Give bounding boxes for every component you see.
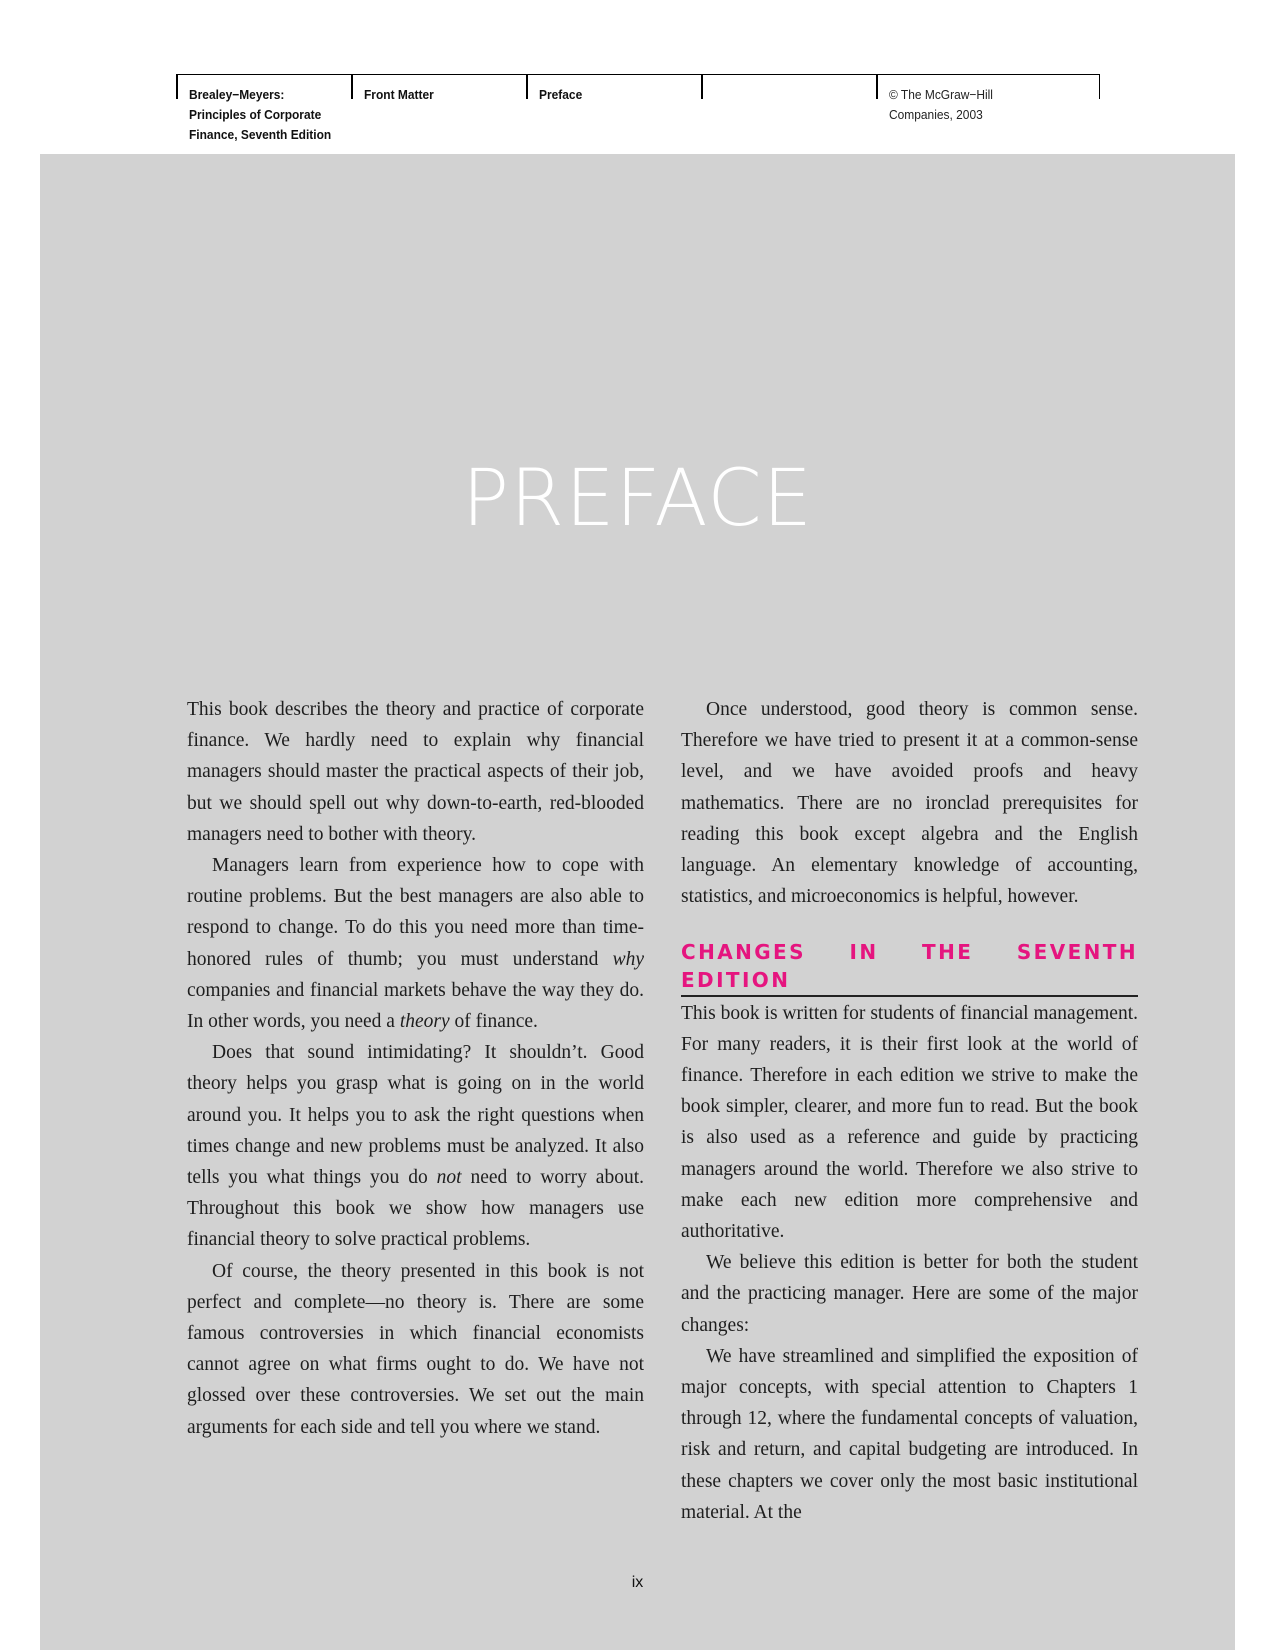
header-blank-cell bbox=[701, 75, 885, 155]
header-part bbox=[351, 75, 535, 155]
text-run: Managers learn from experience how to cope with routine problems. But the best managers are also able to respond to change. To do this you need more than time-honored rules of thumb; you must understand bbox=[187, 855, 644, 970]
text-run: companies and financial markets behave the way they do. In other words, you need a bbox=[187, 979, 644, 1033]
header-copyright bbox=[876, 75, 1060, 155]
header-book-line: Brealey−Meyers: bbox=[189, 87, 285, 102]
paragraph: We believe this edition is better for both the student and the practicing manager. Here are some of the major changes: bbox=[681, 1252, 1138, 1336]
header-end-rule bbox=[1099, 75, 1101, 99]
header-book-title bbox=[176, 75, 360, 155]
left-column bbox=[187, 694, 644, 1443]
header-book-line: Finance, Seventh Edition bbox=[189, 127, 332, 142]
italic-text: theory bbox=[399, 1011, 450, 1033]
paragraph bbox=[187, 850, 644, 1037]
paragraph: Of course, the theory presented in this book is not perfect and complete—no theory is. There are some famous controversies in which financial economists cannot agree on what firms ought to do. We have not glossed over these controversies. We set out the main arguments for each side and tell you where we stand. bbox=[187, 1260, 644, 1438]
header-chapter bbox=[526, 75, 710, 155]
text-run: Does that sound intimidating? It shouldn’t. Good theory helps you grasp what is going on in the world around you. It helps you to ask the right questions when times change and new problems must be analyzed. It also tells you what things you do bbox=[187, 1042, 644, 1189]
paragraph: We have streamlined and simplified the exposition of major concepts, with special attention to Chapters 1 through 12, where the fundamental concepts of valuation, risk and return, and capital budgeting are introduced. In these chapters we cover only the most basic institutional material. At the bbox=[681, 1345, 1138, 1523]
italic-text: why bbox=[612, 948, 644, 970]
running-header bbox=[176, 74, 1100, 155]
page-panel bbox=[40, 154, 1235, 1650]
paragraph: This book is written for students of financial management. For many readers, it is their first look at the world of finance. Therefore in each edition we strive to make the book simpler, clearer, and more fun to read. But the book is also used as a reference and guide by practicing managers around the world. Therefore we also strive to make each new edition more comprehensive and authoritative. bbox=[681, 1002, 1138, 1243]
text-run: need to worry about. Throughout this book we show how managers use financial theory to solve practical problems. bbox=[187, 1167, 645, 1251]
right-column bbox=[681, 694, 1138, 1528]
header-book-line: Principles of Corporate bbox=[189, 107, 322, 122]
paragraph bbox=[187, 1037, 644, 1255]
page-number: ix bbox=[631, 1574, 644, 1591]
paragraph: Once understood, good theory is common sense. Therefore we have tried to present it at a common-sense level, and we have avoided proofs and heavy mathematics. There are no ironclad prerequisites for reading this book except algebra and the English language. An elementary knowledge of accounting, statistics, and microeconomics is helpful, however. bbox=[681, 699, 1138, 908]
header-copyright-line: Companies, 2003 bbox=[889, 107, 983, 122]
section-heading: CHANGES IN THE SEVENTH EDITION bbox=[681, 938, 1138, 997]
page-title: PREFACE bbox=[462, 454, 813, 544]
italic-text: not bbox=[436, 1167, 462, 1189]
text-run: of finance. bbox=[449, 1011, 538, 1033]
paragraph: This book describes the theory and practice of corporate finance. We hardly need to explain why financial managers should master the practical aspects of their job, but we should spell out why down-to-earth, red-blooded managers need to bother with theory. bbox=[187, 699, 644, 845]
header-copyright-line: © The McGraw−Hill bbox=[889, 87, 993, 102]
header-chapter-label: Preface bbox=[539, 87, 583, 102]
header-part-label: Front Matter bbox=[364, 87, 434, 102]
